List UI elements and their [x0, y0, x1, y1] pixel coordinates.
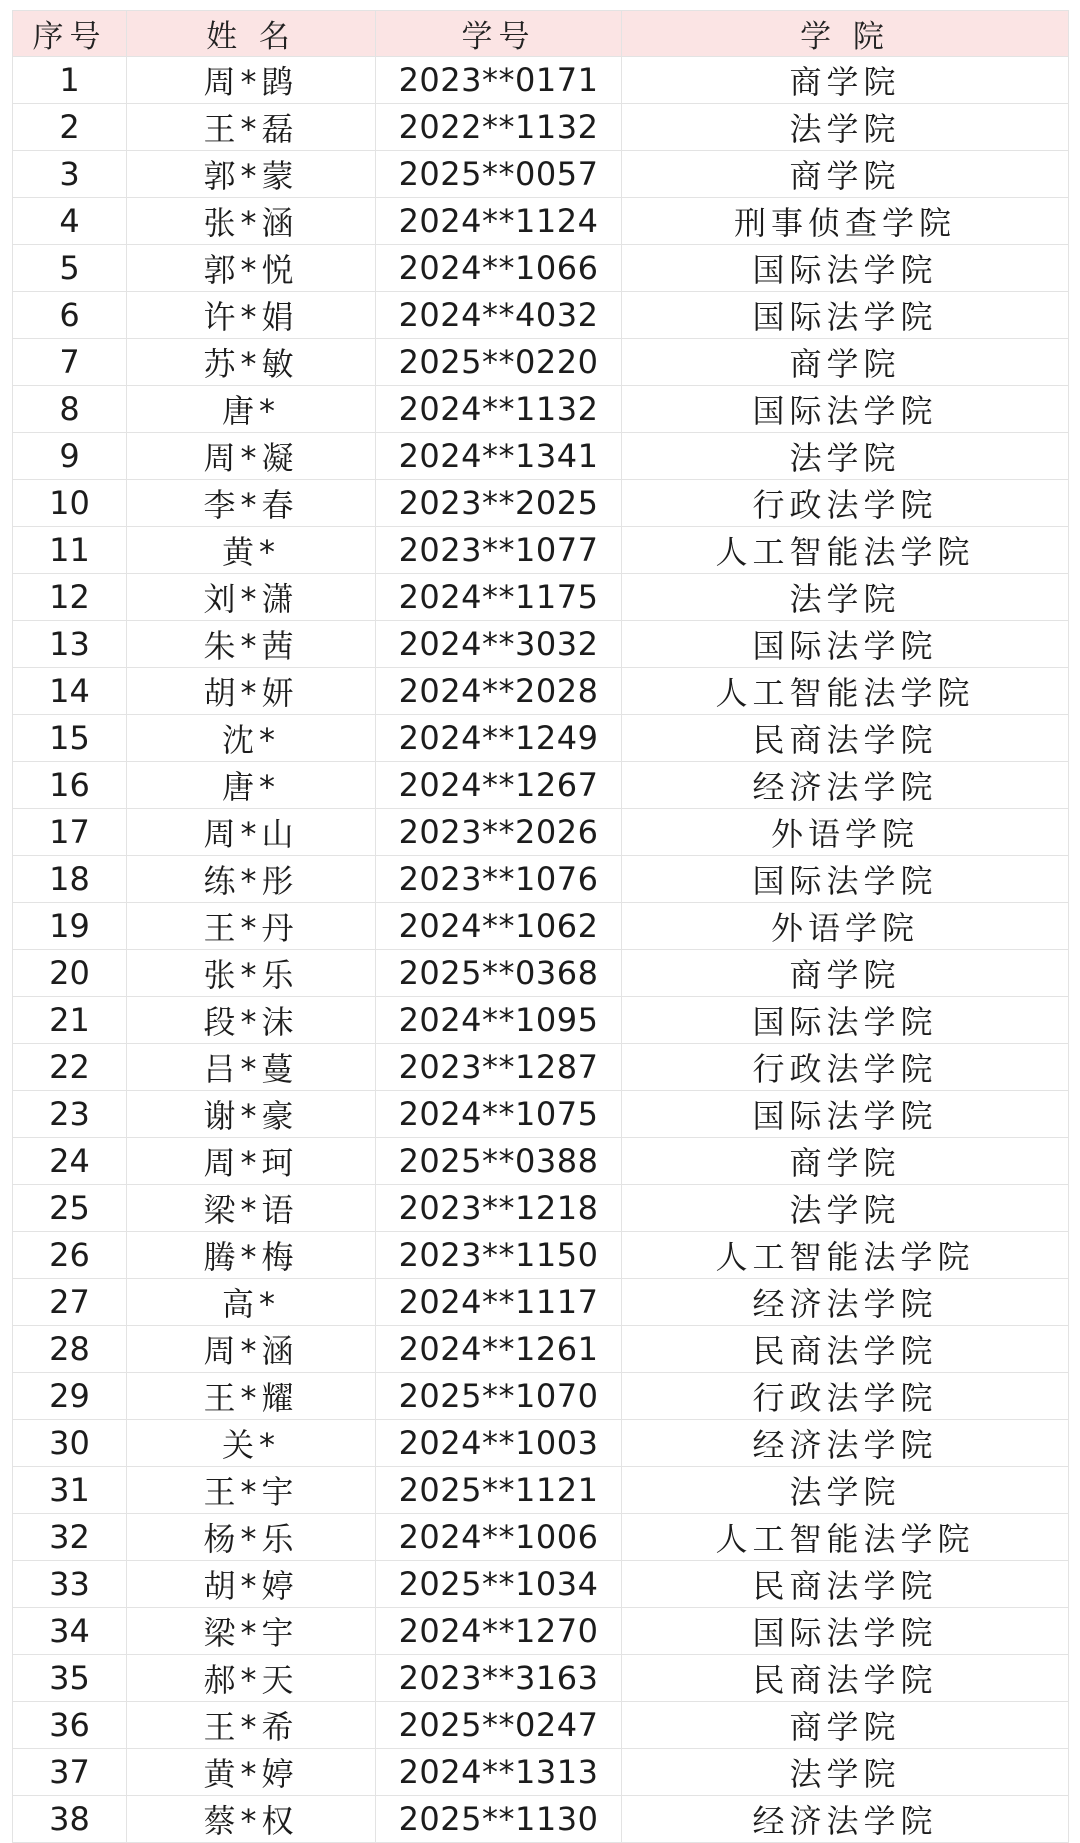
student-name: 周*珂	[127, 1138, 376, 1185]
row-index: 15	[13, 715, 127, 762]
college-name: 国际法学院	[622, 1608, 1069, 1655]
college-name: 民商法学院	[622, 715, 1069, 762]
row-index: 5	[13, 245, 127, 292]
student-name: 张*乐	[127, 950, 376, 997]
student-name: 关*	[127, 1420, 376, 1467]
student-id: 2024**1075	[376, 1091, 622, 1138]
table-row	[13, 1467, 1069, 1514]
row-index: 23	[13, 1091, 127, 1138]
header-row	[13, 11, 1069, 57]
student-name: 许*娟	[127, 292, 376, 339]
row-index: 31	[13, 1467, 127, 1514]
row-index: 28	[13, 1326, 127, 1373]
student-id: 2024**1062	[376, 903, 622, 950]
table-row	[13, 762, 1069, 809]
row-index: 3	[13, 151, 127, 198]
college-name: 民商法学院	[622, 1561, 1069, 1608]
row-index: 24	[13, 1138, 127, 1185]
row-index: 19	[13, 903, 127, 950]
table-row	[13, 245, 1069, 292]
student-id: 2023**1218	[376, 1185, 622, 1232]
student-name: 谢*豪	[127, 1091, 376, 1138]
student-name: 吕*蔓	[127, 1044, 376, 1091]
college-name: 行政法学院	[622, 480, 1069, 527]
table-row	[13, 668, 1069, 715]
student-id: 2024**1313	[376, 1749, 622, 1796]
table-row	[13, 198, 1069, 245]
student-id: 2024**1006	[376, 1514, 622, 1561]
row-index: 29	[13, 1373, 127, 1420]
row-index: 18	[13, 856, 127, 903]
student-id: 2025**1121	[376, 1467, 622, 1514]
student-name: 练*彤	[127, 856, 376, 903]
college-name: 法学院	[622, 1749, 1069, 1796]
student-id: 2024**1267	[376, 762, 622, 809]
student-id: 2023**1077	[376, 527, 622, 574]
college-name: 国际法学院	[622, 386, 1069, 433]
student-name: 张*涵	[127, 198, 376, 245]
row-index: 25	[13, 1185, 127, 1232]
row-index: 10	[13, 480, 127, 527]
student-name: 梁*宇	[127, 1608, 376, 1655]
student-id: 2023**2026	[376, 809, 622, 856]
table-row	[13, 1420, 1069, 1467]
row-index: 16	[13, 762, 127, 809]
table-row	[13, 386, 1069, 433]
student-name: 苏*敏	[127, 339, 376, 386]
table-row	[13, 1796, 1069, 1843]
row-index: 17	[13, 809, 127, 856]
student-list-table	[12, 10, 1069, 1843]
row-index: 36	[13, 1702, 127, 1749]
college-name: 国际法学院	[622, 292, 1069, 339]
student-id: 2024**1003	[376, 1420, 622, 1467]
college-name: 民商法学院	[622, 1326, 1069, 1373]
table-row	[13, 621, 1069, 668]
table-row	[13, 1044, 1069, 1091]
student-name: 王*耀	[127, 1373, 376, 1420]
table-row	[13, 1279, 1069, 1326]
student-name: 郭*蒙	[127, 151, 376, 198]
student-name: 郭*悦	[127, 245, 376, 292]
student-id: 2025**0388	[376, 1138, 622, 1185]
student-id: 2025**1130	[376, 1796, 622, 1843]
table-row	[13, 57, 1069, 104]
student-id: 2024**1117	[376, 1279, 622, 1326]
student-id: 2024**1095	[376, 997, 622, 1044]
header-index: 序号	[13, 11, 127, 57]
student-id: 2025**1070	[376, 1373, 622, 1420]
row-index: 35	[13, 1655, 127, 1702]
student-name: 王*磊	[127, 104, 376, 151]
college-name: 商学院	[622, 57, 1069, 104]
college-name: 商学院	[622, 151, 1069, 198]
row-index: 34	[13, 1608, 127, 1655]
row-index: 22	[13, 1044, 127, 1091]
table-row	[13, 1749, 1069, 1796]
row-index: 9	[13, 433, 127, 480]
college-name: 商学院	[622, 1702, 1069, 1749]
table-row	[13, 1232, 1069, 1279]
student-name: 蔡*权	[127, 1796, 376, 1843]
row-index: 38	[13, 1796, 127, 1843]
row-index: 2	[13, 104, 127, 151]
student-id: 2024**4032	[376, 292, 622, 339]
student-id: 2025**0220	[376, 339, 622, 386]
student-id: 2024**1341	[376, 433, 622, 480]
college-name: 行政法学院	[622, 1044, 1069, 1091]
student-name: 周*凝	[127, 433, 376, 480]
row-index: 14	[13, 668, 127, 715]
student-name: 朱*茜	[127, 621, 376, 668]
student-name: 杨*乐	[127, 1514, 376, 1561]
student-name: 王*希	[127, 1702, 376, 1749]
student-name: 周*涵	[127, 1326, 376, 1373]
college-name: 行政法学院	[622, 1373, 1069, 1420]
table-row	[13, 809, 1069, 856]
table-row	[13, 151, 1069, 198]
student-id: 2025**0368	[376, 950, 622, 997]
student-name: 黄*婷	[127, 1749, 376, 1796]
student-id: 2024**3032	[376, 621, 622, 668]
table-row	[13, 1655, 1069, 1702]
college-name: 人工智能法学院	[622, 1514, 1069, 1561]
table-row	[13, 1561, 1069, 1608]
table-row	[13, 1138, 1069, 1185]
college-name: 法学院	[622, 1185, 1069, 1232]
table-row	[13, 1608, 1069, 1655]
college-name: 经济法学院	[622, 1796, 1069, 1843]
header-student-id: 学号	[376, 11, 622, 57]
student-id: 2024**1124	[376, 198, 622, 245]
table-row	[13, 104, 1069, 151]
table-row	[13, 1373, 1069, 1420]
row-index: 32	[13, 1514, 127, 1561]
student-name: 郝*天	[127, 1655, 376, 1702]
college-name: 商学院	[622, 339, 1069, 386]
student-name: 李*春	[127, 480, 376, 527]
student-name: 沈*	[127, 715, 376, 762]
college-name: 人工智能法学院	[622, 527, 1069, 574]
college-name: 法学院	[622, 574, 1069, 621]
student-name: 王*宇	[127, 1467, 376, 1514]
student-id: 2025**1034	[376, 1561, 622, 1608]
student-name: 黄*	[127, 527, 376, 574]
college-name: 外语学院	[622, 809, 1069, 856]
college-name: 国际法学院	[622, 856, 1069, 903]
table-row	[13, 1702, 1069, 1749]
student-id: 2024**1270	[376, 1608, 622, 1655]
table-row	[13, 433, 1069, 480]
row-index: 20	[13, 950, 127, 997]
student-name: 唐*	[127, 386, 376, 433]
student-name: 胡*妍	[127, 668, 376, 715]
student-id: 2023**3163	[376, 1655, 622, 1702]
table-row	[13, 339, 1069, 386]
row-index: 12	[13, 574, 127, 621]
row-index: 21	[13, 997, 127, 1044]
college-name: 法学院	[622, 104, 1069, 151]
student-name: 高*	[127, 1279, 376, 1326]
table-row	[13, 950, 1069, 997]
student-id: 2024**1261	[376, 1326, 622, 1373]
student-name: 刘*潇	[127, 574, 376, 621]
table-row	[13, 903, 1069, 950]
row-index: 8	[13, 386, 127, 433]
row-index: 1	[13, 57, 127, 104]
table-row	[13, 292, 1069, 339]
college-name: 国际法学院	[622, 245, 1069, 292]
table-row	[13, 527, 1069, 574]
college-name: 人工智能法学院	[622, 1232, 1069, 1279]
college-name: 法学院	[622, 433, 1069, 480]
college-name: 人工智能法学院	[622, 668, 1069, 715]
row-index: 7	[13, 339, 127, 386]
college-name: 商学院	[622, 1138, 1069, 1185]
student-name: 王*丹	[127, 903, 376, 950]
student-id: 2024**2028	[376, 668, 622, 715]
row-index: 11	[13, 527, 127, 574]
college-name: 外语学院	[622, 903, 1069, 950]
college-name: 商学院	[622, 950, 1069, 997]
table-row	[13, 997, 1069, 1044]
college-name: 刑事侦查学院	[622, 198, 1069, 245]
college-name: 经济法学院	[622, 762, 1069, 809]
row-index: 27	[13, 1279, 127, 1326]
table-body	[13, 57, 1069, 1843]
row-index: 30	[13, 1420, 127, 1467]
student-name: 周*鹍	[127, 57, 376, 104]
student-name: 梁*语	[127, 1185, 376, 1232]
college-name: 国际法学院	[622, 621, 1069, 668]
row-index: 4	[13, 198, 127, 245]
student-name: 周*山	[127, 809, 376, 856]
row-index: 26	[13, 1232, 127, 1279]
student-id: 2025**0247	[376, 1702, 622, 1749]
college-name: 经济法学院	[622, 1420, 1069, 1467]
college-name: 法学院	[622, 1467, 1069, 1514]
student-id: 2024**1175	[376, 574, 622, 621]
student-id: 2023**1150	[376, 1232, 622, 1279]
student-id: 2024**1066	[376, 245, 622, 292]
row-index: 13	[13, 621, 127, 668]
student-id: 2023**2025	[376, 480, 622, 527]
row-index: 33	[13, 1561, 127, 1608]
table-header	[13, 11, 1069, 57]
table-row	[13, 1326, 1069, 1373]
college-name: 经济法学院	[622, 1279, 1069, 1326]
college-name: 国际法学院	[622, 1091, 1069, 1138]
college-name: 民商法学院	[622, 1655, 1069, 1702]
header-name: 姓 名	[127, 11, 376, 57]
student-id: 2024**1132	[376, 386, 622, 433]
student-id: 2022**1132	[376, 104, 622, 151]
student-name: 腾*梅	[127, 1232, 376, 1279]
student-id: 2025**0057	[376, 151, 622, 198]
table-row	[13, 1091, 1069, 1138]
row-index: 37	[13, 1749, 127, 1796]
table-row	[13, 856, 1069, 903]
header-college: 学 院	[622, 11, 1069, 57]
student-id: 2023**0171	[376, 57, 622, 104]
table-row	[13, 480, 1069, 527]
student-name: 段*沫	[127, 997, 376, 1044]
table-row	[13, 1185, 1069, 1232]
table-row	[13, 715, 1069, 762]
row-index: 6	[13, 292, 127, 339]
table-row	[13, 1514, 1069, 1561]
student-id: 2023**1076	[376, 856, 622, 903]
student-name: 唐*	[127, 762, 376, 809]
college-name: 国际法学院	[622, 997, 1069, 1044]
student-id: 2024**1249	[376, 715, 622, 762]
student-id: 2023**1287	[376, 1044, 622, 1091]
student-name: 胡*婷	[127, 1561, 376, 1608]
table-row	[13, 574, 1069, 621]
